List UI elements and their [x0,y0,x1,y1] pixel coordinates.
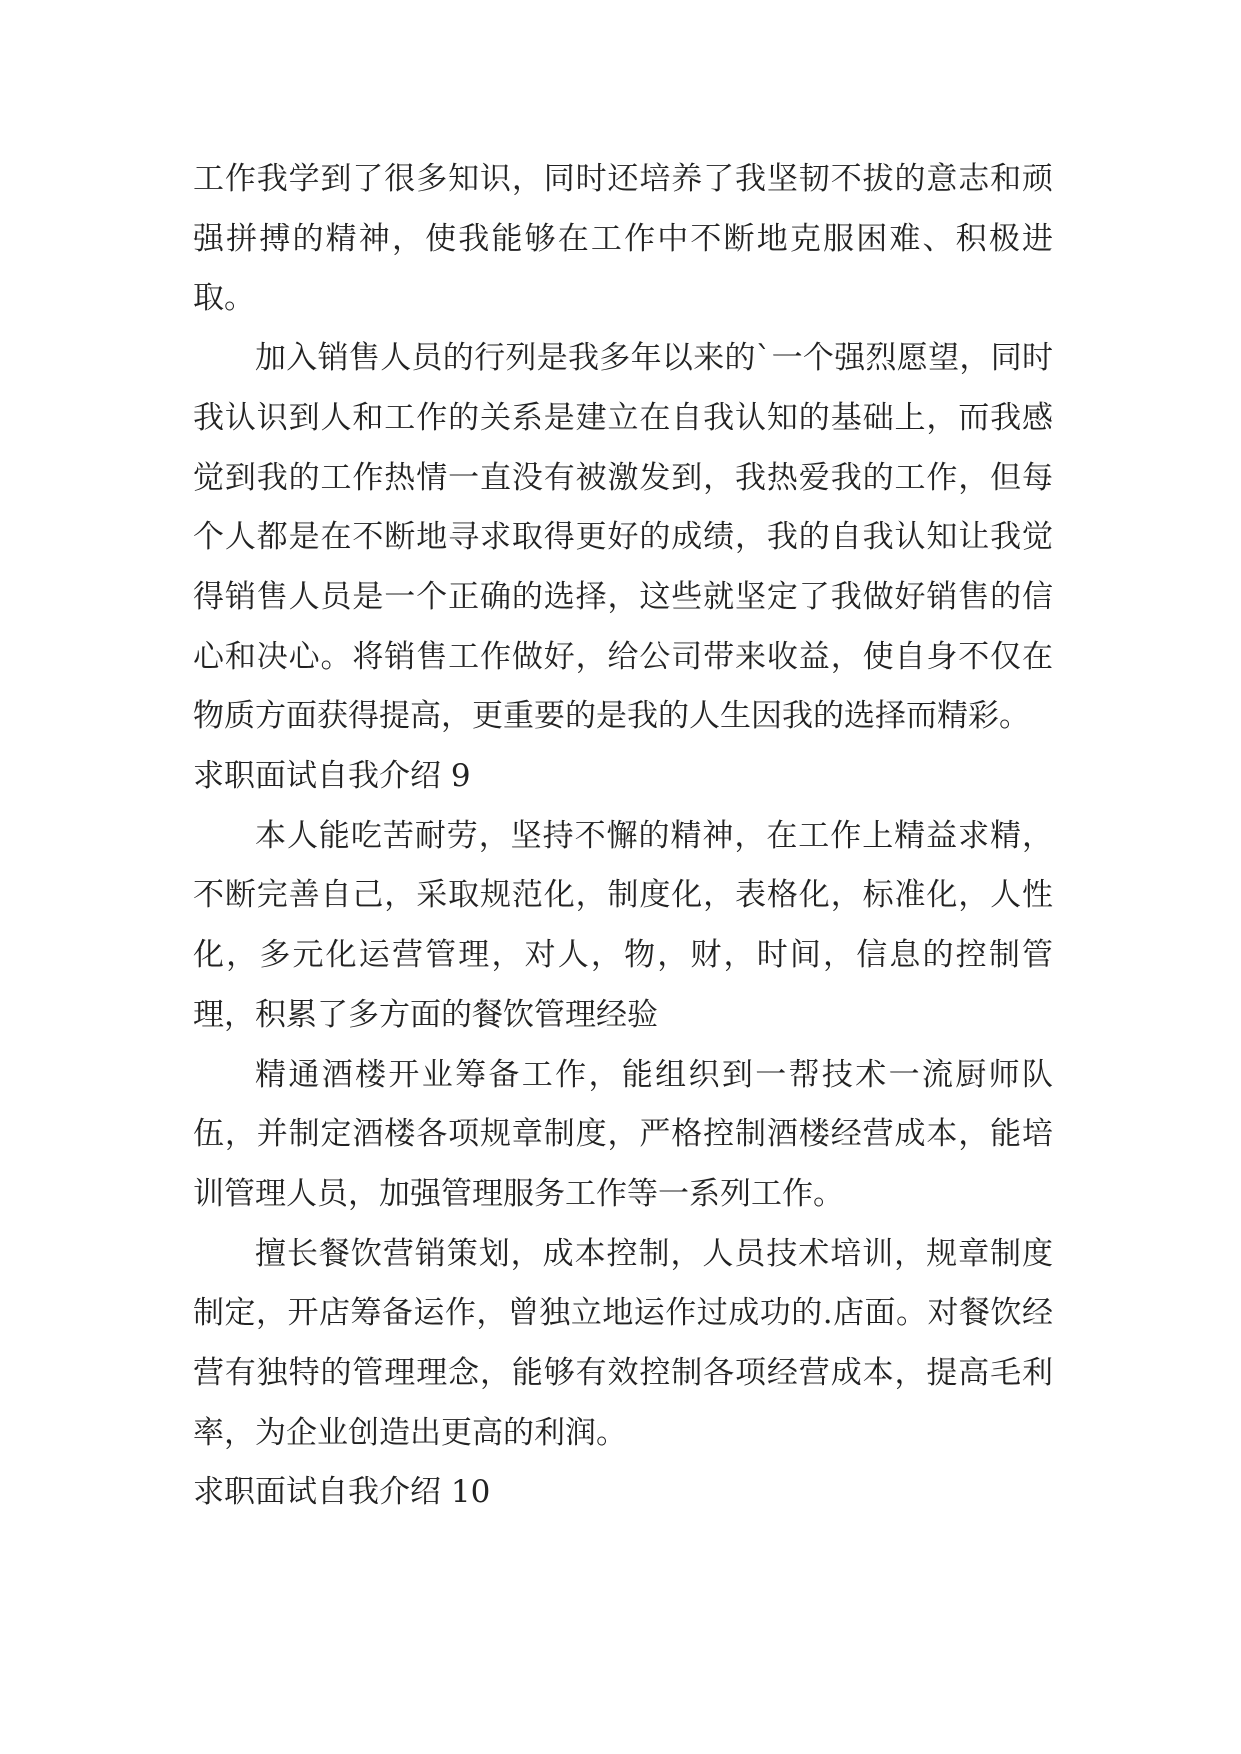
paragraph-continuation: 工作我学到了很多知识，同时还培养了我坚韧不拔的意志和顽强拼搏的精神，使我能够在工作中不断地克服困难、积极进取。 [193,161,1053,317]
paragraph-marketing-skills: 擅长餐饮营销策划，成本控制，人员技术培训，规章制度制定，开店筹备运作，曾独立地运作过成功的.店面。对餐饮经营有独特的管理理念，能够有效控制各项经营成本，提高毛利率，为企业创造出更高的利润。 [193,1235,1053,1451]
section-heading-9: 求职面试自我介绍 9 [193,758,471,795]
paragraph-work-attitude: 本人能吃苦耐劳，坚持不懈的精神，在工作上精益求精，不断完善自己，采取规范化，制度化，表格化，标准化，人性化，多元化运营管理，对人，物，财，时间，信息的控制管理，积累了多方面的餐饮管理经验 [193,817,1053,1033]
paragraph-sales-aspiration: 加入销售人员的行列是我多年以来的`一个强烈愿望，同时我认识到人和工作的关系是建立在自我认知的基础上，而我感觉到我的工作热情一直没有被激发到，我热爱我的工作，但每个人都是在不断地寻求取得更好的成绩，我的自我认知让我觉得销售人员是一个正确的选择，这些就坚定了我做好销售的信心和决心。将销售工作做好，给公司带来收益，使自身不仅在物质方面获得提高，更重要的是我的人生因我的选择而精彩。 [193,340,1053,735]
document-page [193,150,1053,1523]
section-heading-10: 求职面试自我介绍 10 [193,1474,491,1511]
paragraph-restaurant-opening: 精通酒楼开业筹备工作，能组织到一帮技术一流厨师队伍，并制定酒楼各项规章制度，严格控制酒楼经营成本，能培训管理人员，加强管理服务工作等一系列工作。 [193,1056,1053,1212]
